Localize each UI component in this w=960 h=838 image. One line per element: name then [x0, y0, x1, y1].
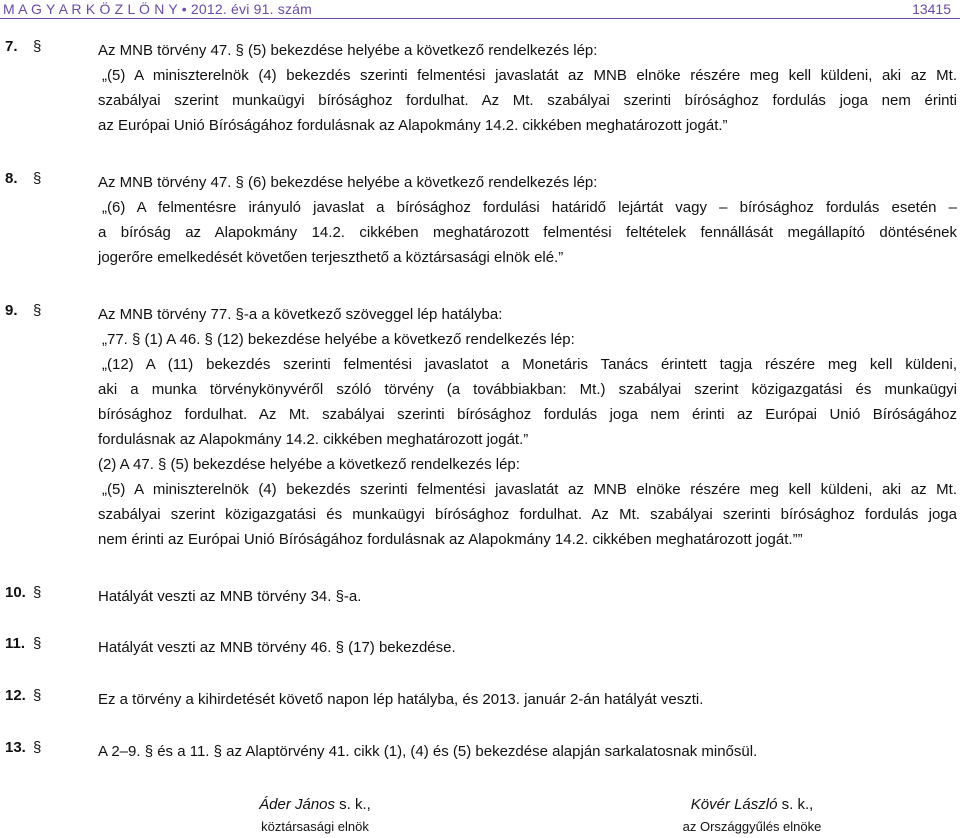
section-body: [98, 170, 957, 270]
section-number: 7.: [5, 38, 18, 55]
text-line: nem érinti az Európai Unió Bíróságához fordulásnak az Alapokmány 14.2. cikkében meghatározott jogát.””: [98, 531, 803, 548]
signature-president: [230, 795, 400, 837]
paragraph-sign: §: [33, 302, 42, 319]
text-line: szabályai szerint közigazgatási és munkaügyi bírósághoz fordulhat. Az Mt. szabályai szerinti bírósághoz fordulás joga: [98, 506, 957, 523]
text-line: Hatályát veszti az MNB törvény 46. § (17) bekezdése.: [98, 639, 456, 656]
text-line: Az MNB törvény 47. § (5) bekezdése helyébe a következő rendelkezés lép:: [98, 42, 598, 59]
text-line: „(5) A miniszterelnök (4) bekezdés szerinti felmentési javaslatát az MNB elnöke részére meg kell küldeni, aki az Mt.: [102, 67, 957, 84]
text-line: Ez a törvény a kihirdetését követő napon lép hatályba, és 2013. január 2-án hatályát veszti.: [98, 691, 704, 708]
section-body: [98, 739, 957, 764]
text-line: „(5) A miniszterelnök (4) bekezdés szerinti felmentési javaslatát az MNB elnöke részére meg kell küldeni, aki az Mt.: [102, 481, 957, 498]
paragraph-sign: §: [33, 739, 42, 756]
section-number: 9.: [5, 302, 18, 319]
journal-title: M A G Y A R K Ö Z L Ö N Y • 2012. évi 91. szám: [3, 1, 313, 17]
text-line: szabályai szerint munkaügyi bírósághoz fordulhat. Az Mt. szabályai szerinti bírósághoz fordulás joga nem érinti: [98, 92, 957, 109]
section-body: [98, 584, 957, 609]
text-line: Hatályát veszti az MNB törvény 34. §-a.: [98, 588, 362, 605]
section-number: 12.: [5, 687, 26, 704]
text-line: „77. § (1) A 46. § (12) bekezdése helyébe a következő rendelkezés lép:: [102, 331, 575, 348]
signatory-role: az Országgyűlés elnöke: [682, 819, 822, 834]
text-line: Az MNB törvény 47. § (6) bekezdése helyébe a következő rendelkezés lép:: [98, 174, 598, 191]
text-line: bírósághoz fordulhat. Az Mt. szabályai szerinti bírósághoz fordulás joga nem érinti az Európai Unió Bíróságához: [98, 406, 957, 423]
text-line: (2) A 47. § (5) bekezdése helyébe a következő rendelkezés lép:: [98, 456, 520, 473]
section-number: 8.: [5, 170, 18, 187]
section-body: [98, 687, 957, 712]
text-line: Az MNB törvény 77. §-a a következő szöveggel lép hatályba:: [98, 306, 503, 323]
section-body: [98, 38, 957, 138]
paragraph-sign: §: [33, 170, 42, 187]
section-body: [98, 302, 957, 552]
section-body: [98, 635, 957, 660]
signature-speaker: [652, 795, 852, 837]
text-line: fordulásnak az Alapokmány 14.2. cikkében meghatározott jogát.”: [98, 431, 529, 448]
text-line: jogerőre emelkedését követően terjeszthető a köztársasági elnök elé.”: [98, 249, 564, 266]
section-number: 10.: [5, 584, 26, 601]
paragraph-sign: §: [33, 687, 42, 704]
text-line: A 2–9. § és a 11. § az Alaptörvény 41. cikk (1), (4) és (5) bekezdése alapján sarkalatosnak minősül.: [98, 743, 758, 760]
text-line: „(6) A felmentésre irányuló javaslat a bírósághoz fordulási határidő lejártát vagy – bírósághoz fordulás esetén –: [102, 199, 957, 216]
signature-suffix: s. k.,: [335, 796, 371, 813]
paragraph-sign: §: [33, 38, 42, 55]
signatory-name: Áder János: [259, 796, 336, 813]
text-line: az Európai Unió Bíróságához fordulásnak az Alapokmány 14.2. cikkében meghatározott jogát.”: [98, 117, 728, 134]
section-number: 13.: [5, 739, 26, 756]
section-number: 11.: [5, 635, 26, 652]
paragraph-sign: §: [33, 584, 42, 601]
text-line: aki a munka törvénykönyvéről szóló törvény (a továbbiakban: Mt.) szabályai szerint közigazgatási és munkaügyi: [98, 381, 957, 398]
signatory-role: köztársasági elnök: [261, 819, 369, 834]
header-rule: [0, 18, 960, 19]
paragraph-sign: §: [33, 635, 42, 652]
page-number: 13415: [912, 1, 951, 17]
text-line: a bíróság az Alapokmány 14.2. cikkében meghatározott felmentési feltételek fennállását megállapító döntésének: [98, 224, 957, 241]
signature-suffix: s. k.,: [777, 796, 814, 813]
signatory-name: Kövér László: [690, 796, 778, 813]
text-line: „(12) A (11) bekezdés szerinti felmentési javaslatot a Monetáris Tanács érintett tagja részére meg kell küldeni,: [102, 356, 957, 373]
